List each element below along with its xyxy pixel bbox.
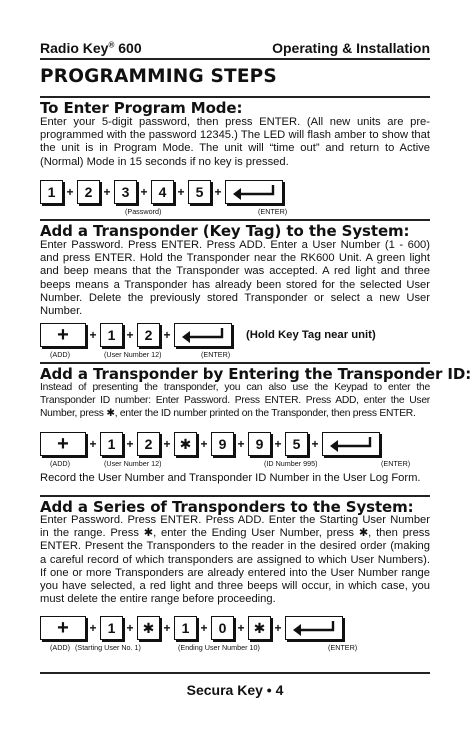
enter-arrow-icon	[231, 183, 277, 201]
section-name: Operating & Installation	[272, 40, 430, 56]
keyseq-password: 1 + 2 + 3 + 4 + 5 +	[40, 177, 283, 207]
caption-enter: (ENTER)	[201, 350, 231, 359]
add-key: +	[40, 616, 86, 640]
add-key: +	[40, 323, 86, 347]
star-key: ✱	[248, 616, 271, 640]
enter-key	[285, 616, 343, 640]
hold-key-tag-note: (Hold Key Tag near unit)	[246, 329, 376, 341]
caption-enter: (ENTER)	[381, 459, 411, 468]
enter-arrow-icon	[328, 435, 374, 453]
key-1: 1	[40, 180, 63, 204]
enter-key	[174, 323, 232, 347]
section-body-enter-id: Instead of presenting the transponder, you can also use the Keypad to enter the Transponder ID number: Enter Password. Press ENTER. Press ADD, enter the User Number, press ✱, enter the ID number printed on the Transponder, then press ENTER.	[40, 382, 430, 420]
key-1: 1	[100, 323, 123, 347]
caption-enter: (ENTER)	[258, 207, 288, 216]
section-title-add-series: Add a Series of Transponders to the System:	[40, 495, 430, 516]
section-title-program-mode: To Enter Program Mode:	[40, 96, 430, 117]
key-1: 1	[100, 432, 123, 456]
key-0: 0	[211, 616, 234, 640]
star-key: ✱	[137, 616, 160, 640]
section-body-add-transponder: Enter Password. Press ENTER. Press ADD. Enter a User Number (1 - 600) and press ENTER. Hold the Transponder near the RK600 Unit. A green light and beep means that the Transponder was accepted. A red light and three beeps means a Transponder has already been stored for the selected User Number. Delete the previously stored Transponder or select a new User Number.	[40, 239, 430, 318]
page-footer: Secura Key • 4	[40, 672, 430, 698]
section-title-add-transponder: Add a Transponder (Key Tag) to the System:	[40, 219, 430, 240]
page-header	[40, 34, 430, 60]
enter-key	[322, 432, 380, 456]
keyseq-enter-id: + + 1 + 2 + ✱ + 9 + 9 + 5 +	[40, 429, 380, 459]
key-1: 1	[100, 616, 123, 640]
key-2: 2	[137, 432, 160, 456]
section-body-add-series: Enter Password. Press ENTER. Press ADD. Enter the Starting User Number in the range. Press ✱, enter the Ending User Number, press ✱, then press ENTER. Present the Transponders to the reader in the desired order (making a careful record of which transponders are assigned to which User Numbers). If one or more Transponders are already entered into the User Number range you have selected, a red light and three beeps will occur, in which case, you must delete the entire range before proceeding.	[40, 514, 430, 606]
caption-enter: (ENTER)	[328, 643, 358, 652]
key-9: 9	[248, 432, 271, 456]
key-9: 9	[211, 432, 234, 456]
caption-ending-user: (Ending User Number 10)	[178, 643, 260, 652]
caption-add: (ADD)	[50, 643, 70, 652]
caption-add: (ADD)	[50, 350, 70, 359]
caption-user-number: (User Number 12)	[104, 350, 162, 359]
record-note: Record the User Number and Transponder ID Number in the User Log Form.	[40, 472, 421, 484]
key-5: 5	[188, 180, 211, 204]
page-title: PROGRAMMING STEPS	[40, 66, 277, 87]
add-key: +	[40, 432, 86, 456]
key-3: 3	[114, 180, 137, 204]
caption-id-number: (ID Number 995)	[264, 459, 318, 468]
key-5: 5	[285, 432, 308, 456]
enter-arrow-icon	[291, 619, 337, 637]
key-2: 2	[137, 323, 160, 347]
key-1: 1	[174, 616, 197, 640]
key-4: 4	[151, 180, 174, 204]
caption-add: (ADD)	[50, 459, 70, 468]
section-title-enter-id: Add a Transponder by Entering the Transponder ID:	[40, 362, 430, 383]
section-body-program-mode: Enter your 5-digit password, then press ENTER. (All new units are pre-programmed with the password 12345.) The LED will flash amber to show that the unit is in Program Mode. The unit will “time out” and return to Active (Normal) Mode in 15 seconds if no key is pressed.	[40, 116, 430, 168]
caption-starting-user: (Starting User No. 1)	[75, 643, 141, 652]
caption-user-number: (User Number 12)	[104, 459, 162, 468]
product-name: Radio Key® 600	[40, 40, 142, 56]
star-key: ✱	[174, 432, 197, 456]
enter-arrow-icon	[180, 326, 226, 344]
keyseq-add-transponder: + + 1 + 2 + (Hold Key Tag near unit)	[40, 320, 376, 350]
caption-password: (Password)	[125, 207, 162, 216]
enter-key	[225, 180, 283, 204]
key-2: 2	[77, 180, 100, 204]
keyseq-add-series: + + 1 + ✱ + 1 + 0 + ✱ +	[40, 613, 343, 643]
